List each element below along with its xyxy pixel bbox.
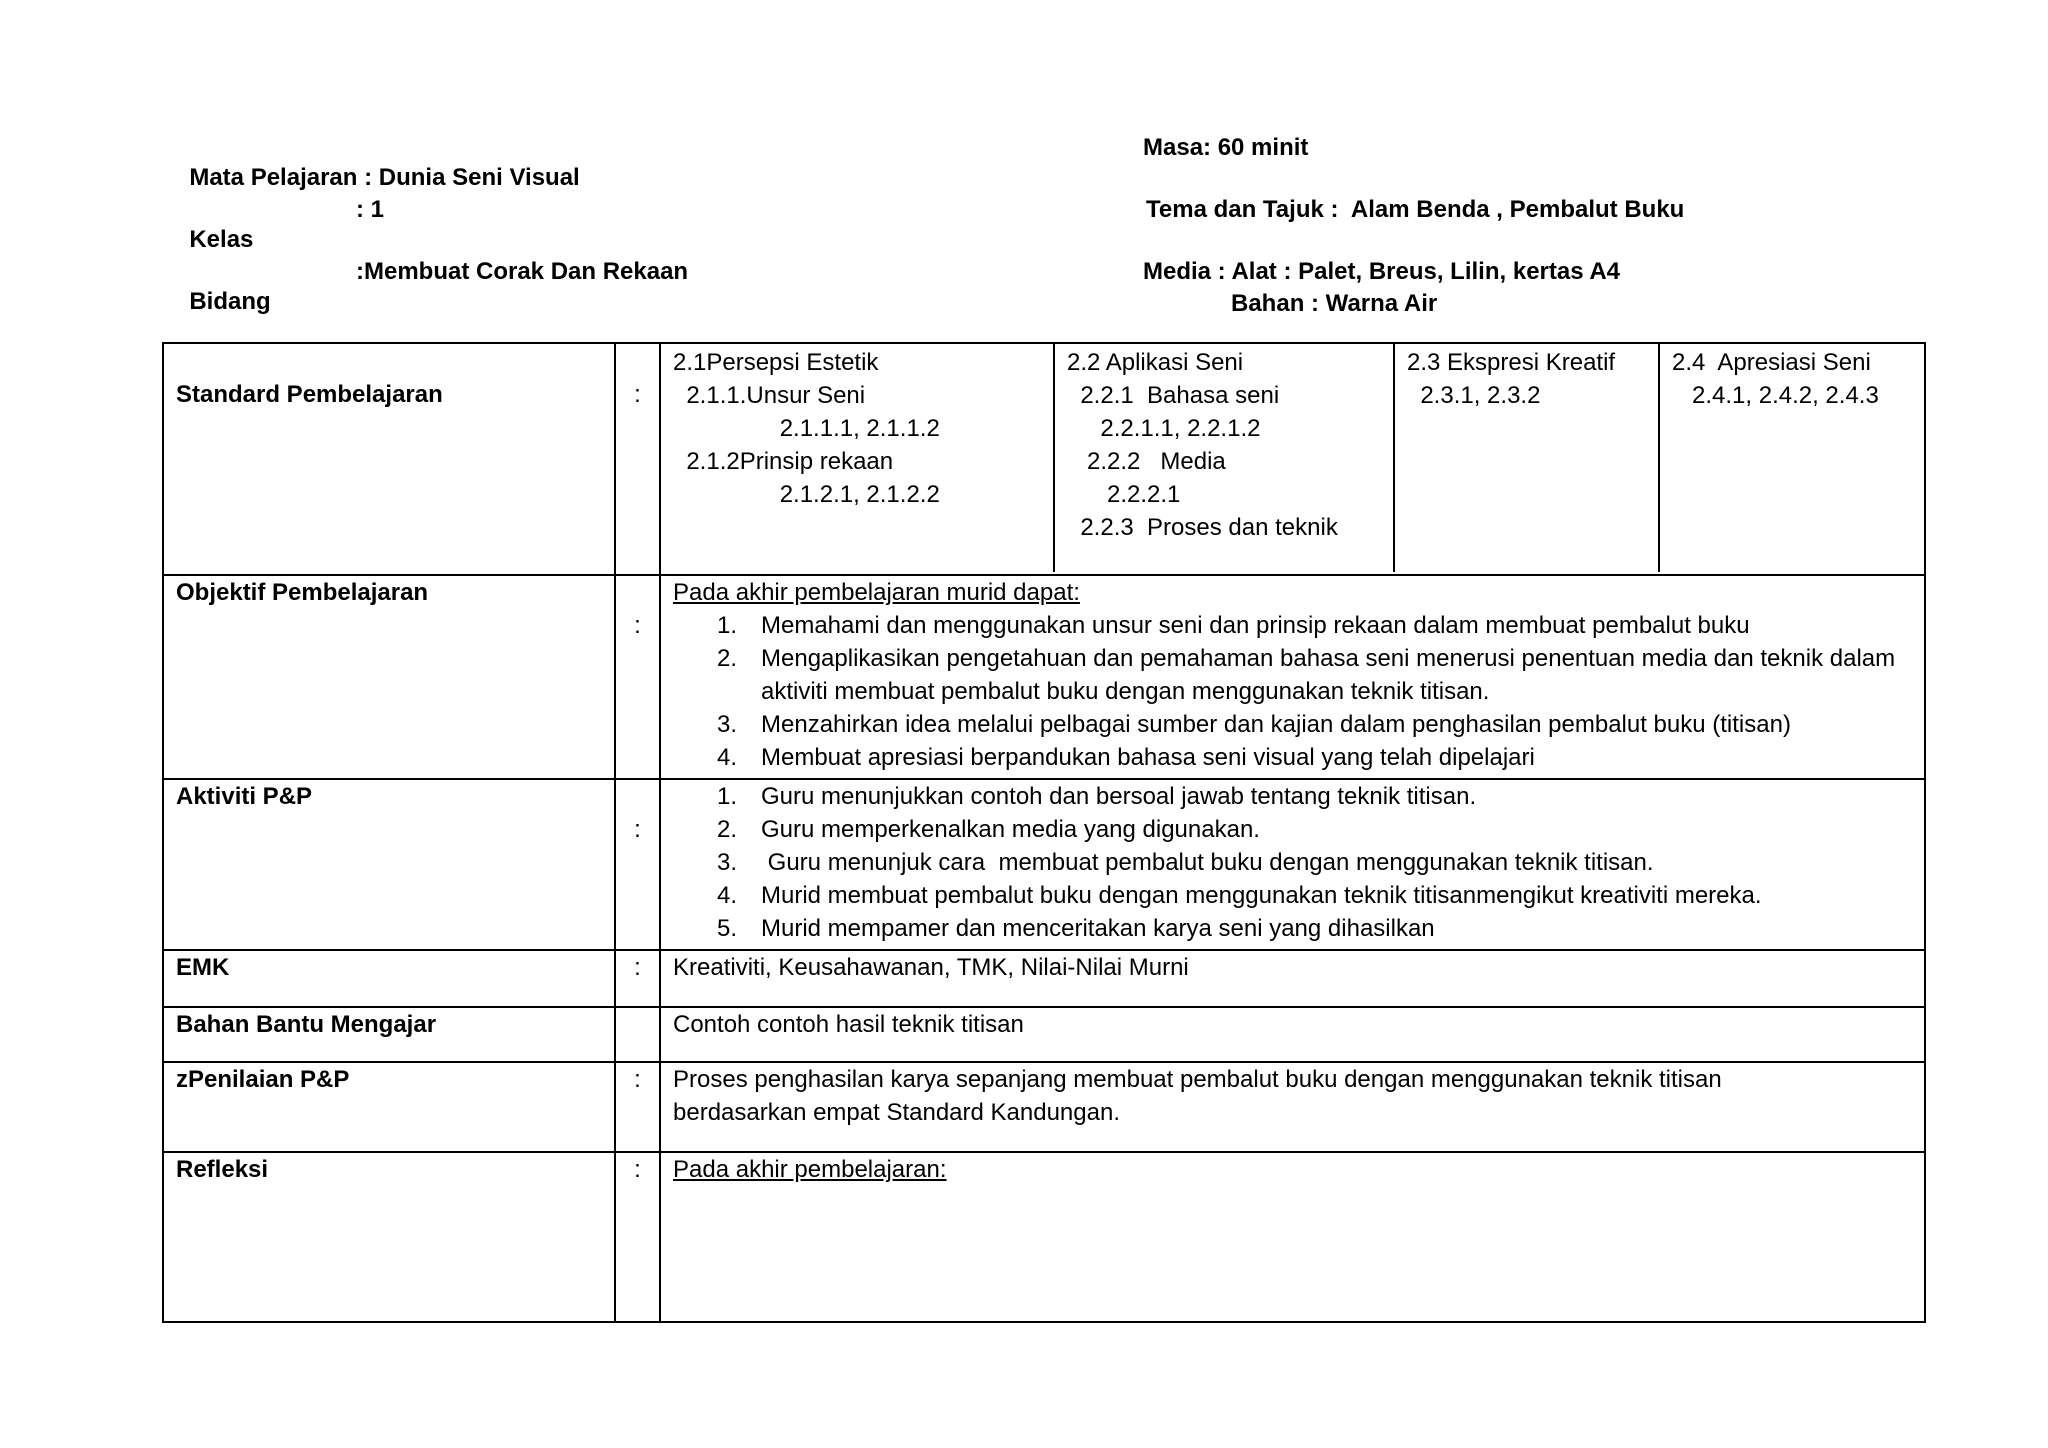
mata-value: : Dunia Seni Visual [364, 164, 580, 191]
standard-aplikasi-line: 2.2.2 Media [1067, 448, 1226, 475]
standard-aplikasi-line: 2.2.1 Bahasa seni [1067, 382, 1280, 409]
objektif-content [660, 575, 1925, 779]
penilaian-label: zPenilaian P&P [163, 1062, 615, 1152]
objektif-item: 2. Mengaplikasikan pengetahuan dan pemahaman bahasa seni menerusi penentuan media dan teknik dalam aktiviti membuat pembalut buku dengan menggunakan teknik titisan. [717, 645, 1896, 705]
standard-estetik-line: 2.1.1.Unsur Seni [673, 382, 866, 409]
standard-aplikasi-line: 2.2 Aplikasi Seni [1067, 349, 1244, 376]
standard-colon: : [615, 343, 660, 575]
refleksi-intro: Pada akhir pembelajaran: [673, 1156, 947, 1183]
kelas-value: : 1 [356, 196, 385, 223]
lesson-plan-table [162, 342, 1926, 1323]
aktiviti-item: 4. Murid membuat pembalut buku dengan menggunakan teknik titisanmengikut kreativiti mereka. [717, 882, 1762, 909]
row-bbm [163, 1007, 1925, 1062]
objektif-item: 3. Menzahirkan idea melalui pelbagai sumber dan kajian dalam penghasilan pembalut buku (titisan) [717, 711, 1791, 738]
penilaian-line: berdasarkan empat Standard Kandungan. [673, 1099, 1120, 1126]
standard-estetik-line: 2.1.2Prinsip rekaan [673, 448, 894, 475]
bbm-colon [615, 1007, 660, 1062]
objektif-item: 4. Membuat apresiasi berpandukan bahasa seni visual yang telah dipelajari [717, 744, 1535, 771]
aktiviti-label: Aktiviti P&P [163, 779, 615, 950]
row-emk [163, 950, 1925, 1007]
mata-label: Mata Pelajaran [189, 164, 358, 191]
row-standard [163, 343, 1925, 575]
row-refleksi [163, 1152, 1925, 1322]
bbm-label: Bahan Bantu Mengajar [163, 1007, 615, 1062]
objektif-colon: : [615, 575, 660, 779]
aktiviti-colon: : [615, 779, 660, 950]
aktiviti-item: 5. Murid mempamer dan menceritakan karya seni yang dihasilkan [717, 915, 1435, 942]
row-aktiviti [163, 779, 1925, 950]
objektif-item: 1. Memahami dan menggunakan unsur seni dan prinsip rekaan dalam membuat pembalut buku [717, 612, 1750, 639]
penilaian-colon: : [615, 1062, 660, 1152]
standard-subtable [661, 344, 1924, 572]
standard-col-ekspresi [1394, 344, 1659, 572]
emk-label: EMK [163, 950, 615, 1007]
objektif-list [673, 609, 1912, 774]
standard-col-estetik [661, 344, 1054, 572]
emk-colon: : [615, 950, 660, 1007]
header-tema: Tema dan Tajuk : Alam Benda , Pembalut Buku [1146, 196, 1685, 223]
refleksi-label: Refleksi [163, 1152, 615, 1322]
standard-estetik-line: 2.1Persepsi Estetik [673, 349, 879, 376]
standard-estetik-line: 2.1.2.1, 2.1.2.2 [673, 481, 940, 508]
standard-aplikasi-line: 2.2.2.1 [1067, 481, 1181, 508]
bidang-label: Bidang [189, 288, 271, 315]
aktiviti-item: 2. Guru memperkenalkan media yang digunakan. [717, 816, 1260, 843]
standard-ekspresi-line: 2.3 Ekspresi Kreatif [1407, 349, 1616, 376]
aktiviti-item: 1. Guru menunjukkan contoh dan bersoal jawab tentang teknik titisan. [717, 783, 1477, 810]
objektif-intro: Pada akhir pembelajaran murid dapat: [673, 579, 1080, 606]
header-bidang [176, 257, 689, 347]
standard-aplikasi-line: 2.2.1.1, 2.2.1.2 [1067, 415, 1261, 442]
penilaian-line: Proses penghasilan karya sepanjang membuat pembalut buku dengan menggunakan teknik titisan [673, 1066, 1722, 1093]
standard-label: Standard Pembelajaran [163, 343, 615, 575]
header-media: Media : Alat : Palet, Breus, Lilin, kertas A4 [1143, 258, 1621, 285]
header-mata [176, 133, 580, 193]
bidang-value: :Membuat Corak Dan Rekaan [356, 258, 689, 285]
standard-apresiasi-line: 2.4 Apresiasi Seni [1672, 349, 1871, 376]
kelas-label: Kelas [189, 226, 254, 253]
header-masa: Masa: 60 minit [1143, 134, 1309, 161]
aktiviti-list [673, 780, 1912, 945]
aktiviti-item: 3. Guru menunjuk cara membuat pembalut buku dengan menggunakan teknik titisan. [717, 849, 1654, 876]
penilaian-content [660, 1062, 1925, 1152]
refleksi-content [660, 1152, 1925, 1322]
row-penilaian [163, 1062, 1925, 1152]
standard-apresiasi-line: 2.4.1, 2.4.2, 2.4.3 [1672, 382, 1879, 409]
standard-ekspresi-line: 2.3.1, 2.3.2 [1407, 382, 1541, 409]
objektif-label: Objektif Pembelajaran [163, 575, 615, 779]
standard-col-apresiasi [1659, 344, 1924, 572]
standard-estetik-line: 2.1.1.1, 2.1.1.2 [673, 415, 940, 442]
bbm-value: Contoh contoh hasil teknik titisan [660, 1007, 1925, 1062]
header-bahan: Bahan : Warna Air [1231, 290, 1438, 317]
row-objektif [163, 575, 1925, 779]
standard-aplikasi-line: 2.2.3 Proses dan teknik [1067, 514, 1338, 541]
standard-col-aplikasi [1054, 344, 1394, 572]
refleksi-colon: : [615, 1152, 660, 1322]
standard-content [660, 343, 1925, 575]
emk-value: Kreativiti, Keusahawanan, TMK, Nilai-Nilai Murni [660, 950, 1925, 1007]
aktiviti-content [660, 779, 1925, 950]
